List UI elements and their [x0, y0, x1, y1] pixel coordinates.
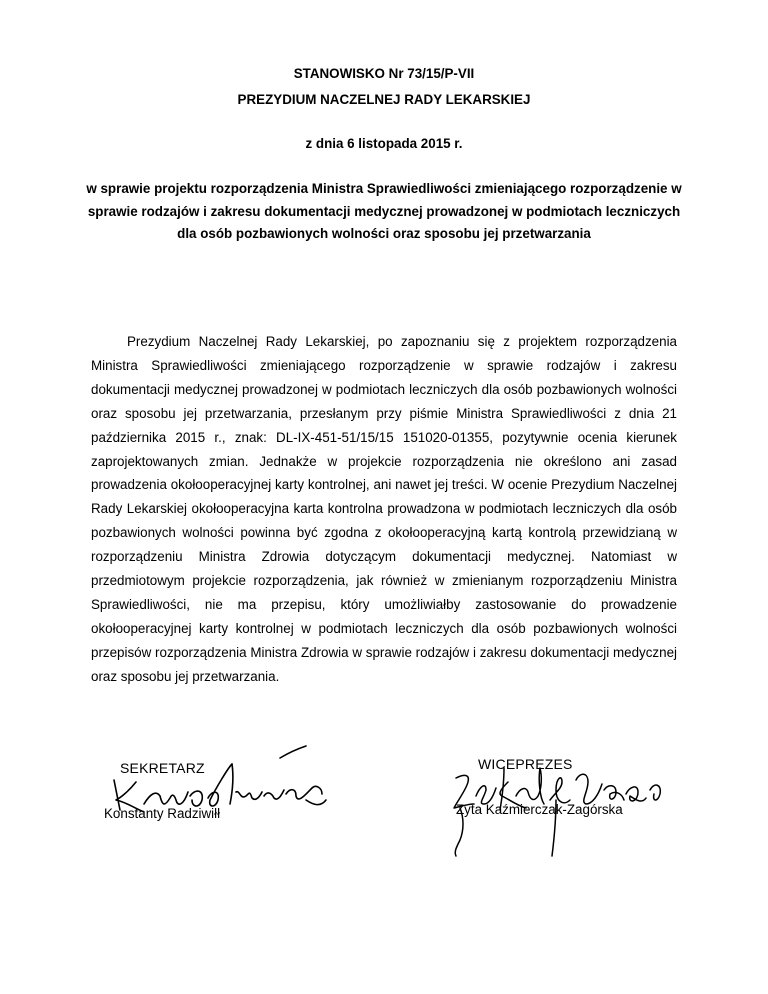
secretary-name: Konstanty Radziwiłł [104, 806, 221, 821]
document-date: z dnia 6 listopada 2015 r. [305, 136, 463, 151]
document-body-paragraph: Prezydium Naczelnej Rady Lekarskiej, po zapoznaniu się z projektem rozporządzenia Ministra Sprawiedliwości zmieniającego rozporządzenie w sprawie rodzajów i zakresu dokumentacji medycznej prowadzonej w podmiotach leczniczych dla osób pozbawionych wolności oraz sposobu jej przetwarzania, przesłanym przy piśmie Ministra Sprawiedliwości z dnia 21 października 2015 r., znak: DL-IX-451-51/15/15 151020-01355, pozytywnie ocenia kierunek zaprojektowanych zmian. Jednakże w projekcie rozporządzenia nie określono ani zasad prowadzenia okołooperacyjnej karty kontrolnej, ani nawet jej treści. W ocenie Prezydium Naczelnej Rady Lekarskiej okołooperacyjna karta kontrolna prowadzona w podmiotach leczniczych dla osób pozbawionych wolności powinna być zgodna z okołooperacyjną kartą kontrolą przewidzianą w rozporządzeniu Ministra Zdrowia dotyczącym dokumentacji medycznej. Natomiast w przedmiotowym projekcie rozporządzenia, jak również w zmienianym rozporządzeniu Ministra Sprawiedliwości, nie ma przepisu, który umożliwiałby zastosowanie do prowadzenie okołooperacyjnej karty kontrolnej w podmiotach leczniczych dla osób pozbawionych wolności przepisów rozporządzenia Ministra Zdrowia w sprawie rodzajów i zakresu dokumentacji medycznej oraz sposobu jej przetwarzania. [91, 334, 677, 684]
vice-president-title: WICEPREZES [478, 756, 573, 772]
vice-president-name: Zyta Kaźmierczak-Zagórska [456, 802, 623, 817]
secretary-title: SEKRETARZ [120, 760, 205, 776]
document-title-body: PREZYDIUM NACZELNEJ RADY LEKARSKIEJ [237, 92, 531, 107]
document-subject: w sprawie projektu rozporządzenia Ministra Sprawiedliwości zmieniającego rozporządzenie w sprawie rodzajów i zakresu dokumentacji medycznej prowadzonej w podmiotach leczniczych dla osób pozbawionych wolności oraz sposobu jej przetwarzania [86, 181, 682, 242]
document-title-number: STANOWISKO Nr 73/15/P-VII [293, 66, 475, 81]
